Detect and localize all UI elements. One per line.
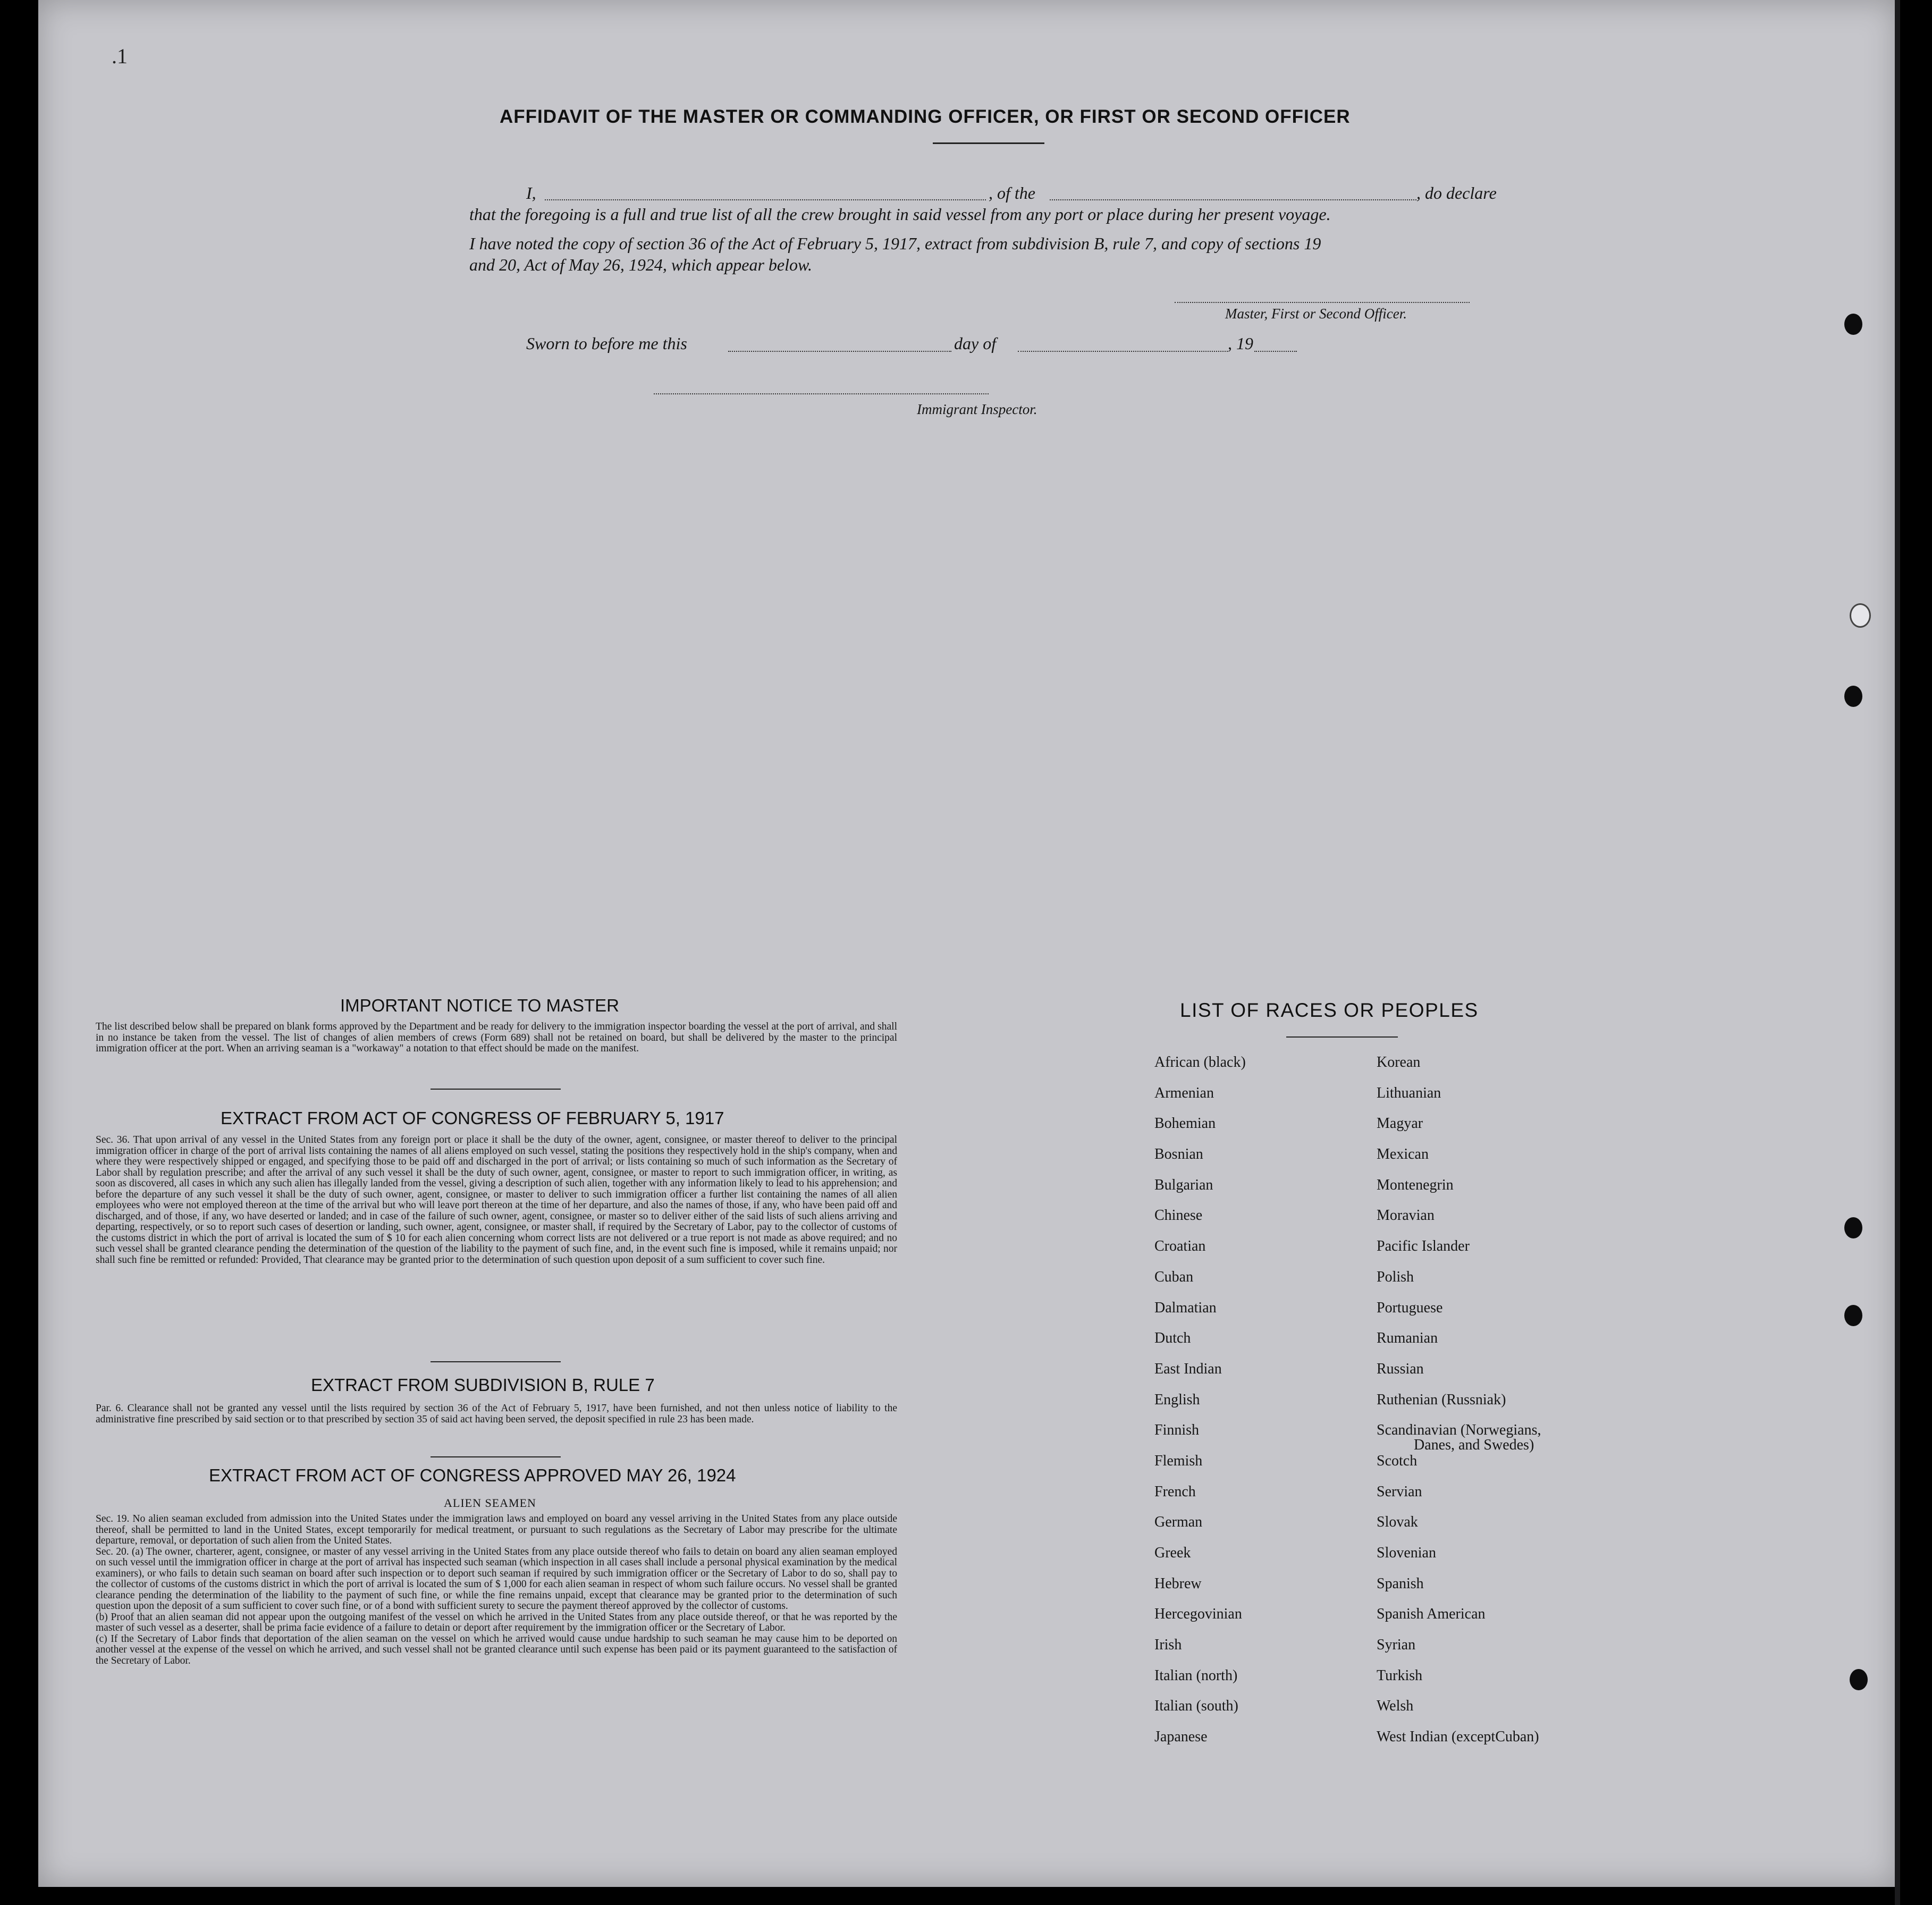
extract-1917-body: Sec. 36. That upon arrival of any vessel in the United States from any foreign port or place it shall be the duty of the owner, agent, consignee, or master thereof to deliver to the principal immigration officer in charge of the port of arrival lists containing the names of all aliens employed on such vessel, stating the positions they respectively hold in the ship's company, when and where they were respectively shipped or engaged, and specifying those to be paid off and discharged in the port of arrival; or lists containing so much of such information as the Secretary of Labor shall by regulation prescribe; and after the arrival of any such vessel it shall be the duty of such owner, agent, consignee, or master to report to such immigration officer, in writing, as soon as discovered, all cases in which any such alien has illegally landed from the vessel, giving a description of such alien, together with any information likely to lead to his apprehension; and before the departure of any such vessel it shall be the duty of such owner, agent, consignee, or master to deliver to such immigration officer a further list containing the names of all alien employees who were not employed thereon at the time of the arrival but who will leave port thereon at the time of her departure, and also the names of those, if any, who have been paid off and discharged, and of those, if any, wo have deserted or landed; and in case of the failure of such owner, agent, consignee, or master so to deliver either of the said lists of such aliens arriving and departing, respectively, or so to report such cases of desertion or landing, such owner, agent, consignee, or master shall, if required by the Secretary of Labor, pay to the collector of customs of the customs district in which the port of arrival is located the sum of $ 10 for each alien concerning whom correct lists are not delivered or a true report is not made as above required; and no such vessel shall be granted clearance pending the determination of the question of the liability to the payment of such fine, and, in the event such fine is imposed, while it remains unpaid; nor shall such fine be remitted or refunded: Provided, That clearance may be granted prior to the determination of such question upon deposit of a sum sufficient to cover such fine.: [96, 1134, 897, 1266]
race-item: Servian: [1377, 1483, 1422, 1500]
race-item-continuation: Danes, and Swedes): [1414, 1437, 1534, 1454]
binder-hole: [1844, 314, 1862, 335]
race-item: Pacific Islander: [1377, 1238, 1470, 1255]
race-item: Rumanian: [1377, 1330, 1438, 1347]
race-item: Bulgarian: [1154, 1176, 1213, 1193]
affidavit-line-1-start: I,: [526, 183, 536, 203]
sworn-month-blank[interactable]: [1018, 351, 1228, 352]
race-item: English: [1154, 1391, 1200, 1408]
race-item: Dalmatian: [1154, 1299, 1217, 1316]
race-item: Turkish: [1377, 1667, 1423, 1684]
officer-signature-caption: Master, First or Second Officer.: [1225, 306, 1407, 322]
affidavit-line-3: I have noted the copy of section 36 of the Act of February 5, 1917, extract from subdivision B, rule 7, and copy of sections 19: [469, 234, 1321, 253]
race-item: Italian (south): [1154, 1698, 1238, 1715]
race-item: Hebrew: [1154, 1575, 1202, 1592]
race-item: Scandinavian (Norwegians,: [1377, 1422, 1541, 1439]
inspector-signature-blank[interactable]: [654, 393, 989, 394]
extract-1924-title: EXTRACT FROM ACT OF CONGRESS APPROVED MAY 26, 1924: [209, 1465, 736, 1485]
divider: [431, 1089, 561, 1090]
sec-20b-text: (b) Proof that an alien seaman did not appear upon the outgoing manifest of the vessel on which he arrived in the United States from any place outside thereof, or that he was reported by the master of such vessel as a deserter, shall be prima facie evidence of a failure to detain or deport after requirement by the immigration officer or the Secretary of Labor.: [96, 1611, 897, 1633]
race-item: Spanish American: [1377, 1606, 1486, 1623]
binder-hole: [1844, 1305, 1862, 1326]
race-item: Irish: [1154, 1637, 1182, 1654]
binder-hole: [1844, 686, 1862, 707]
notice-title: IMPORTANT NOTICE TO MASTER: [340, 996, 620, 1015]
name-blank[interactable]: [545, 199, 986, 200]
race-item: West Indian (exceptCuban): [1377, 1729, 1539, 1746]
race-item: Finnish: [1154, 1422, 1200, 1439]
race-item: French: [1154, 1483, 1196, 1500]
race-item: Cuban: [1154, 1268, 1194, 1285]
affidavit-line-1-mid: , of the: [989, 183, 1035, 203]
race-item: Polish: [1377, 1268, 1414, 1285]
page-edge: [1895, 0, 1900, 1905]
sworn-mid: day of: [954, 334, 997, 353]
title-rule: [933, 142, 1044, 144]
race-item: Dutch: [1154, 1330, 1191, 1347]
race-item: African (black): [1154, 1054, 1246, 1070]
inspector-caption: Immigrant Inspector.: [917, 401, 1037, 417]
race-item: Lithuanian: [1377, 1084, 1441, 1101]
vessel-blank[interactable]: [1050, 199, 1416, 200]
affidavit-line-4: and 20, Act of May 26, 1924, which appear below.: [469, 255, 812, 274]
races-right-column: [1377, 1055, 1541, 1760]
race-item: Slovenian: [1377, 1545, 1436, 1561]
race-item: Slovak: [1377, 1514, 1418, 1531]
races-title: LIST OF RACES OR PEOPLES: [1180, 999, 1479, 1021]
extract-1917-title: EXTRACT FROM ACT OF CONGRESS OF FEBRUARY 5, 1917: [221, 1108, 724, 1128]
race-item: Italian (north): [1154, 1667, 1238, 1684]
binder-hole: [1844, 1217, 1862, 1238]
sec-20a-text: Sec. 20. (a) The owner, charterer, agent, consignee, or master of any vessel arriving in the United States from any place outside thereof who fails to detain on board any alien seaman employed on such vessel until the immigration officer in charge at the port of arrival has inspected such seaman (which inspection in all cases shall include a personal physical examination by the medical examiners), or who fails to detain such seaman on board after such inspection or to deport such seaman if required by such immigration officer or the Secretary of Labor to do so, shall pay to the collector of customs of the customs district in which the port of arrival is located the sum of $ 1,000 for each alien seaman in respect of whom such failure occurs. No vessel shall be granted clearance pending the determination of the liability to the payment of such fine, or while the fine remains unpaid, except that clearance may be granted prior to the determination of such question upon the deposit of a sum sufficient to cover such fine, or of a bond with sufficient surety to secure the payment thereof approved by the collector of customs.: [96, 1546, 897, 1612]
races-divider: [1286, 1036, 1398, 1038]
race-item: Armenian: [1154, 1084, 1214, 1101]
officer-signature-blank[interactable]: [1175, 302, 1470, 303]
race-item: Welsh: [1377, 1698, 1414, 1715]
affidavit-line-2: that the foregoing is a full and true list of all the crew brought in said vessel from any port or place during her present voyage.: [469, 205, 1331, 224]
race-item: Korean: [1377, 1054, 1421, 1070]
extract-rule7-body: Par. 6. Clearance shall not be granted any vessel until the lists required by section 36 of the Act of February 5, 1917, have been furnished, and not then unless notice of liability to the administrative fine prescribed by said section or to that prescribed by section 35 of said act having been served, the deposit specified in rule 23 has been made.: [96, 1403, 897, 1425]
sec-19-text: Sec. 19. No alien seaman excluded from admission into the United States under the immigration laws and employed on board any vessel arriving in the United States from any place outside thereof, shall be permitted to land in the United States, except temporarily for medical treatment, or pursuant to such regulations as the Secretary of Labor may prescribe for the ultimate departure, removal, or deportation of such alien from the United States.: [96, 1513, 897, 1546]
sworn-year-blank[interactable]: [1254, 351, 1297, 352]
race-item: Scotch: [1377, 1452, 1418, 1469]
affidavit-title: AFFIDAVIT OF THE MASTER OR COMMANDING OFFICER, OR FIRST OR SECOND OFFICER: [500, 106, 1351, 127]
race-item: German: [1154, 1514, 1203, 1531]
extract-1924-body: [96, 1514, 897, 1666]
race-item: East Indian: [1154, 1360, 1222, 1377]
binder-hole: [1850, 603, 1871, 628]
divider: [431, 1456, 561, 1457]
sworn-end: , 19: [1228, 334, 1253, 353]
race-item: Magyar: [1377, 1115, 1423, 1132]
binder-hole: [1850, 1669, 1868, 1690]
race-item: Croatian: [1154, 1238, 1206, 1255]
extract-rule7-title: EXTRACT FROM SUBDIVISION B, RULE 7: [311, 1375, 655, 1395]
sec-20c-text: (c) If the Secretary of Labor finds that deportation of the alien seaman on the vessel on which he arrived would cause undue hardship to such seaman he may cause him to be deported on another vessel at the expense of the vessel on which he arrived, and such vessel shall not be granted clearance until such expense has been paid or its payment guaranteed to the satisfaction of the Secretary of Labor.: [96, 1633, 897, 1666]
race-item: Portuguese: [1377, 1299, 1443, 1316]
race-item: Hercegovinian: [1154, 1606, 1242, 1623]
race-item: Moravian: [1377, 1207, 1435, 1224]
extract-1924-subtitle: ALIEN SEAMEN: [444, 1496, 536, 1510]
race-item-scandinavian: [1377, 1423, 1541, 1454]
race-item: Russian: [1377, 1360, 1424, 1377]
race-item: Mexican: [1377, 1146, 1429, 1163]
race-item: Flemish: [1154, 1452, 1203, 1469]
race-item: Montenegrin: [1377, 1176, 1454, 1193]
affidavit-line-1-end: , do declare: [1416, 183, 1497, 203]
race-item: Ruthenian (Russniak): [1377, 1391, 1506, 1408]
page-number-mark: .1: [112, 44, 128, 68]
races-left-column: [1154, 1055, 1246, 1760]
race-item: Syrian: [1377, 1637, 1416, 1654]
race-item: Greek: [1154, 1545, 1191, 1561]
sworn-day-blank[interactable]: [728, 351, 951, 352]
race-item: Chinese: [1154, 1207, 1203, 1224]
race-item: Japanese: [1154, 1729, 1208, 1746]
race-item: Bohemian: [1154, 1115, 1216, 1132]
race-item: Spanish: [1377, 1575, 1424, 1592]
divider: [431, 1361, 561, 1362]
race-item: Bosnian: [1154, 1146, 1203, 1163]
notice-body: The list described below shall be prepared on blank forms approved by the Department and be ready for delivery to the immigration inspector boarding the vessel at the port of arrival, and shall in no instance be taken from the vessel. The list of changes of alien members of crews (Form 689) shall not be retained on board, but shall be delivered by the master to the principal immigration officer at the port. When an arriving seaman is a "workaway" a notation to that effect should be made on the manifest.: [96, 1021, 897, 1054]
sworn-start: Sworn to before me this: [526, 334, 687, 353]
